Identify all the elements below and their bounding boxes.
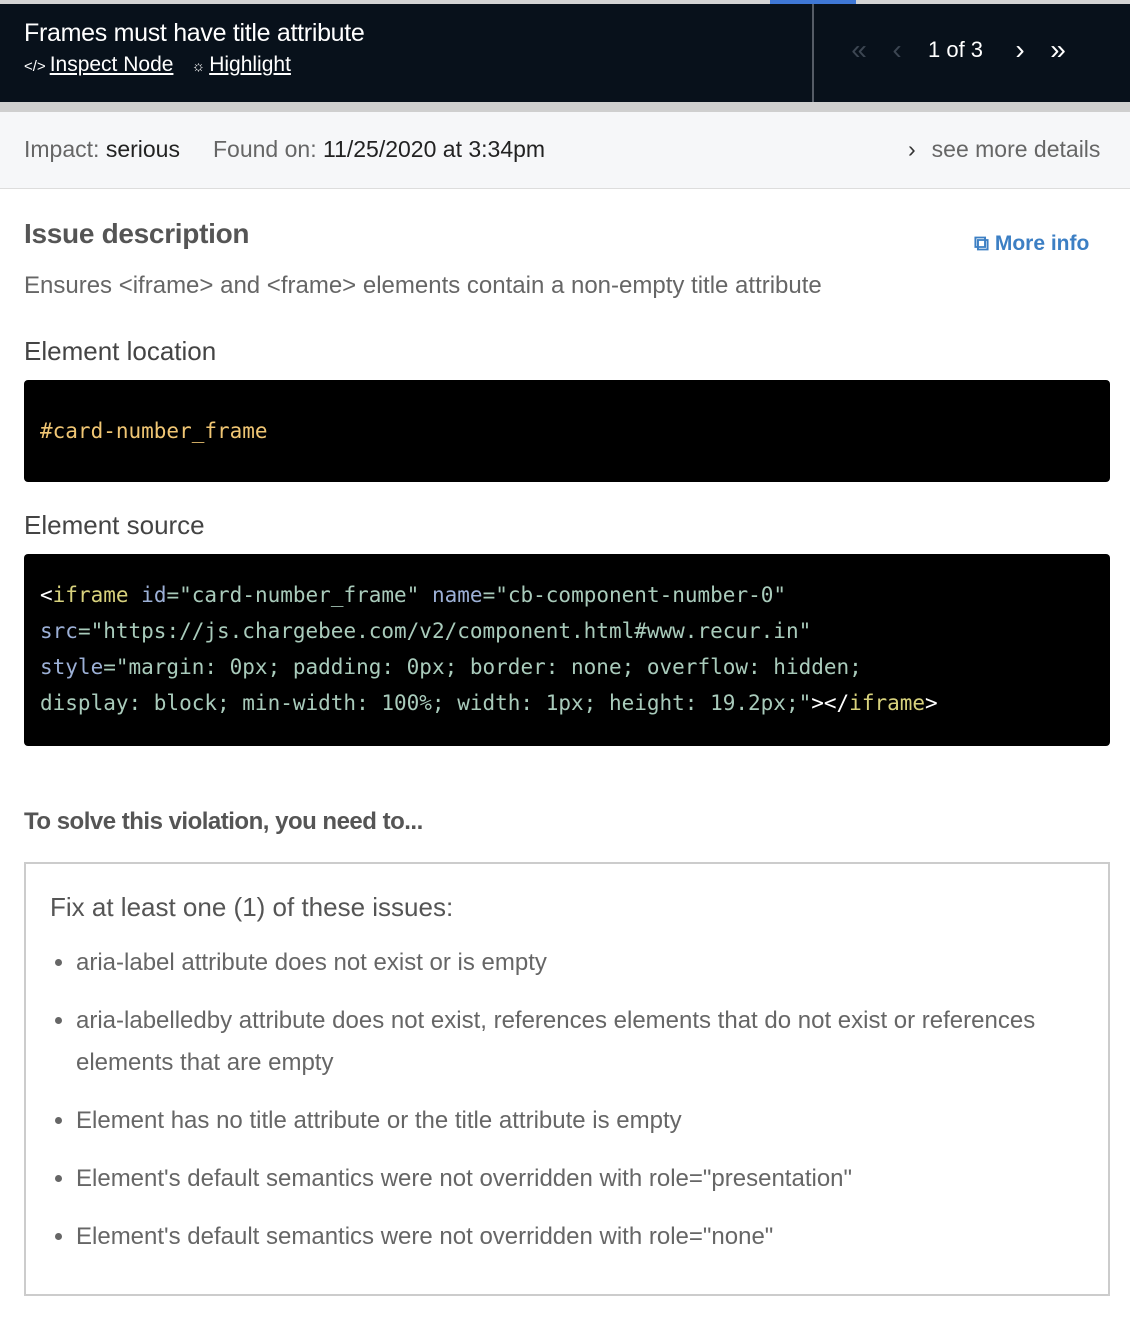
element-source-code: <iframe id="card-number_frame" name="cb-component-number-0" src="https://js.chargebee.com/v2/component.html#www.recur.in" style="margin: 0px; padding: 0px; border: none; overflow: hidden; display: block; min-width: 100%; width: 1px; height: 19.2px;"></iframe> bbox=[24, 554, 1110, 746]
impact-label: Impact: bbox=[24, 136, 100, 162]
fix-list bbox=[76, 942, 1036, 1274]
list-item: • aria-label attribute does not exist or is empty bbox=[76, 942, 1036, 984]
issue-header bbox=[0, 4, 1130, 102]
pager bbox=[840, 34, 1077, 66]
chevron-right-icon: › bbox=[908, 136, 916, 162]
highlight-icon: ☼ bbox=[191, 58, 206, 75]
list-item: • Element's default semantics were not overridden with role="presentation" bbox=[76, 1158, 1036, 1200]
see-more-details-button[interactable]: › see more details bbox=[908, 136, 1101, 162]
external-link-icon: ⧉ bbox=[974, 232, 989, 255]
list-item: • Element has no title attribute or the title attribute is empty bbox=[76, 1100, 1036, 1142]
highlight-link[interactable]: ☼ Highlight bbox=[191, 53, 291, 76]
fix-heading: Fix at least one (1) of these issues: bbox=[50, 892, 454, 922]
page-count: 1 of 3 bbox=[928, 37, 984, 62]
first-page-icon[interactable]: « bbox=[851, 34, 867, 65]
list-item: • Element's default semantics were not overridden with role="none" bbox=[76, 1216, 1036, 1258]
next-page-icon[interactable]: › bbox=[1015, 34, 1025, 65]
issue-meta bbox=[0, 112, 1130, 189]
element-location-heading: Element location bbox=[24, 336, 217, 366]
issue-title: Frames must have title attribute bbox=[24, 19, 365, 47]
issue-description-heading: Issue description bbox=[24, 218, 250, 249]
impact-value: serious bbox=[105, 136, 180, 162]
inspect-node-link[interactable]: </> Inspect Node bbox=[24, 53, 174, 76]
solve-heading: To solve this violation, you need to... bbox=[24, 808, 423, 835]
fix-box bbox=[24, 862, 1110, 1296]
issue-description: Ensures <iframe> and <frame> elements contain a non-empty title attribute bbox=[24, 272, 822, 299]
code-icon: </> bbox=[24, 58, 46, 75]
divider bbox=[812, 4, 814, 102]
more-info-link[interactable]: ⧉ More info bbox=[974, 232, 1090, 255]
list-item: • aria-labelledby attribute does not exist, references elements that do not exist or references elements that are empty bbox=[76, 1000, 1036, 1084]
element-location-code: #card-number_frame bbox=[24, 380, 1110, 482]
last-page-icon[interactable]: » bbox=[1050, 34, 1066, 65]
found-value: 11/25/2020 at 3:34pm bbox=[322, 136, 546, 162]
separator bbox=[0, 102, 1130, 112]
prev-page-icon[interactable]: ‹ bbox=[892, 34, 902, 65]
element-source-heading: Element source bbox=[24, 510, 205, 540]
found-label: Found on: bbox=[213, 136, 317, 162]
